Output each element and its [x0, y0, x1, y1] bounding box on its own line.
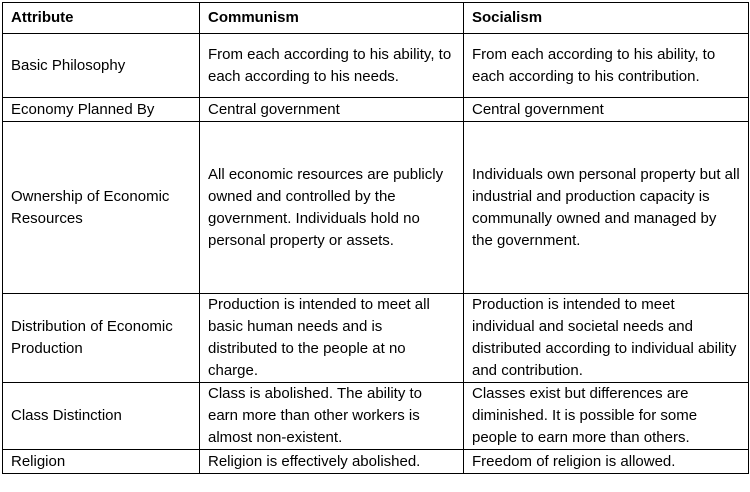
communism-cell: Central government	[200, 98, 464, 122]
socialism-cell: From each according to his ability, to each according to his contribution.	[464, 34, 749, 98]
table-row	[3, 34, 749, 98]
header-attribute: Attribute	[3, 3, 200, 34]
communism-cell: All economic resources are publicly owned and controlled by the government. Individuals hold no personal property or assets.	[200, 122, 464, 294]
socialism-cell: Production is intended to meet individual and societal needs and distributed according to individual ability and contribution.	[464, 294, 749, 383]
attribute-cell: Religion	[3, 450, 200, 474]
header-row	[3, 3, 749, 34]
socialism-cell: Central government	[464, 98, 749, 122]
attribute-cell: Basic Philosophy	[3, 34, 200, 98]
attribute-cell: Class Distinction	[3, 383, 200, 450]
socialism-cell: Freedom of religion is allowed.	[464, 450, 749, 474]
attribute-cell: Distribution of Economic Production	[3, 294, 200, 383]
table-row	[3, 98, 749, 122]
communism-cell: Production is intended to meet all basic human needs and is distributed to the people at no charge.	[200, 294, 464, 383]
attribute-cell: Ownership of Economic Resources	[3, 122, 200, 294]
socialism-cell: Classes exist but differences are diminished. It is possible for some people to earn more than others.	[464, 383, 749, 450]
header-socialism: Socialism	[464, 3, 749, 34]
communism-cell: Religion is effectively abolished.	[200, 450, 464, 474]
table-row	[3, 122, 749, 294]
table-row	[3, 294, 749, 383]
table-row	[3, 383, 749, 450]
table-row	[3, 450, 749, 474]
header-communism: Communism	[200, 3, 464, 34]
socialism-cell: Individuals own personal property but all industrial and production capacity is communally owned and managed by the government.	[464, 122, 749, 294]
attribute-cell: Economy Planned By	[3, 98, 200, 122]
communism-cell: Class is abolished. The ability to earn more than other workers is almost non-existent.	[200, 383, 464, 450]
comparison-table	[2, 2, 749, 474]
communism-cell: From each according to his ability, to each according to his needs.	[200, 34, 464, 98]
